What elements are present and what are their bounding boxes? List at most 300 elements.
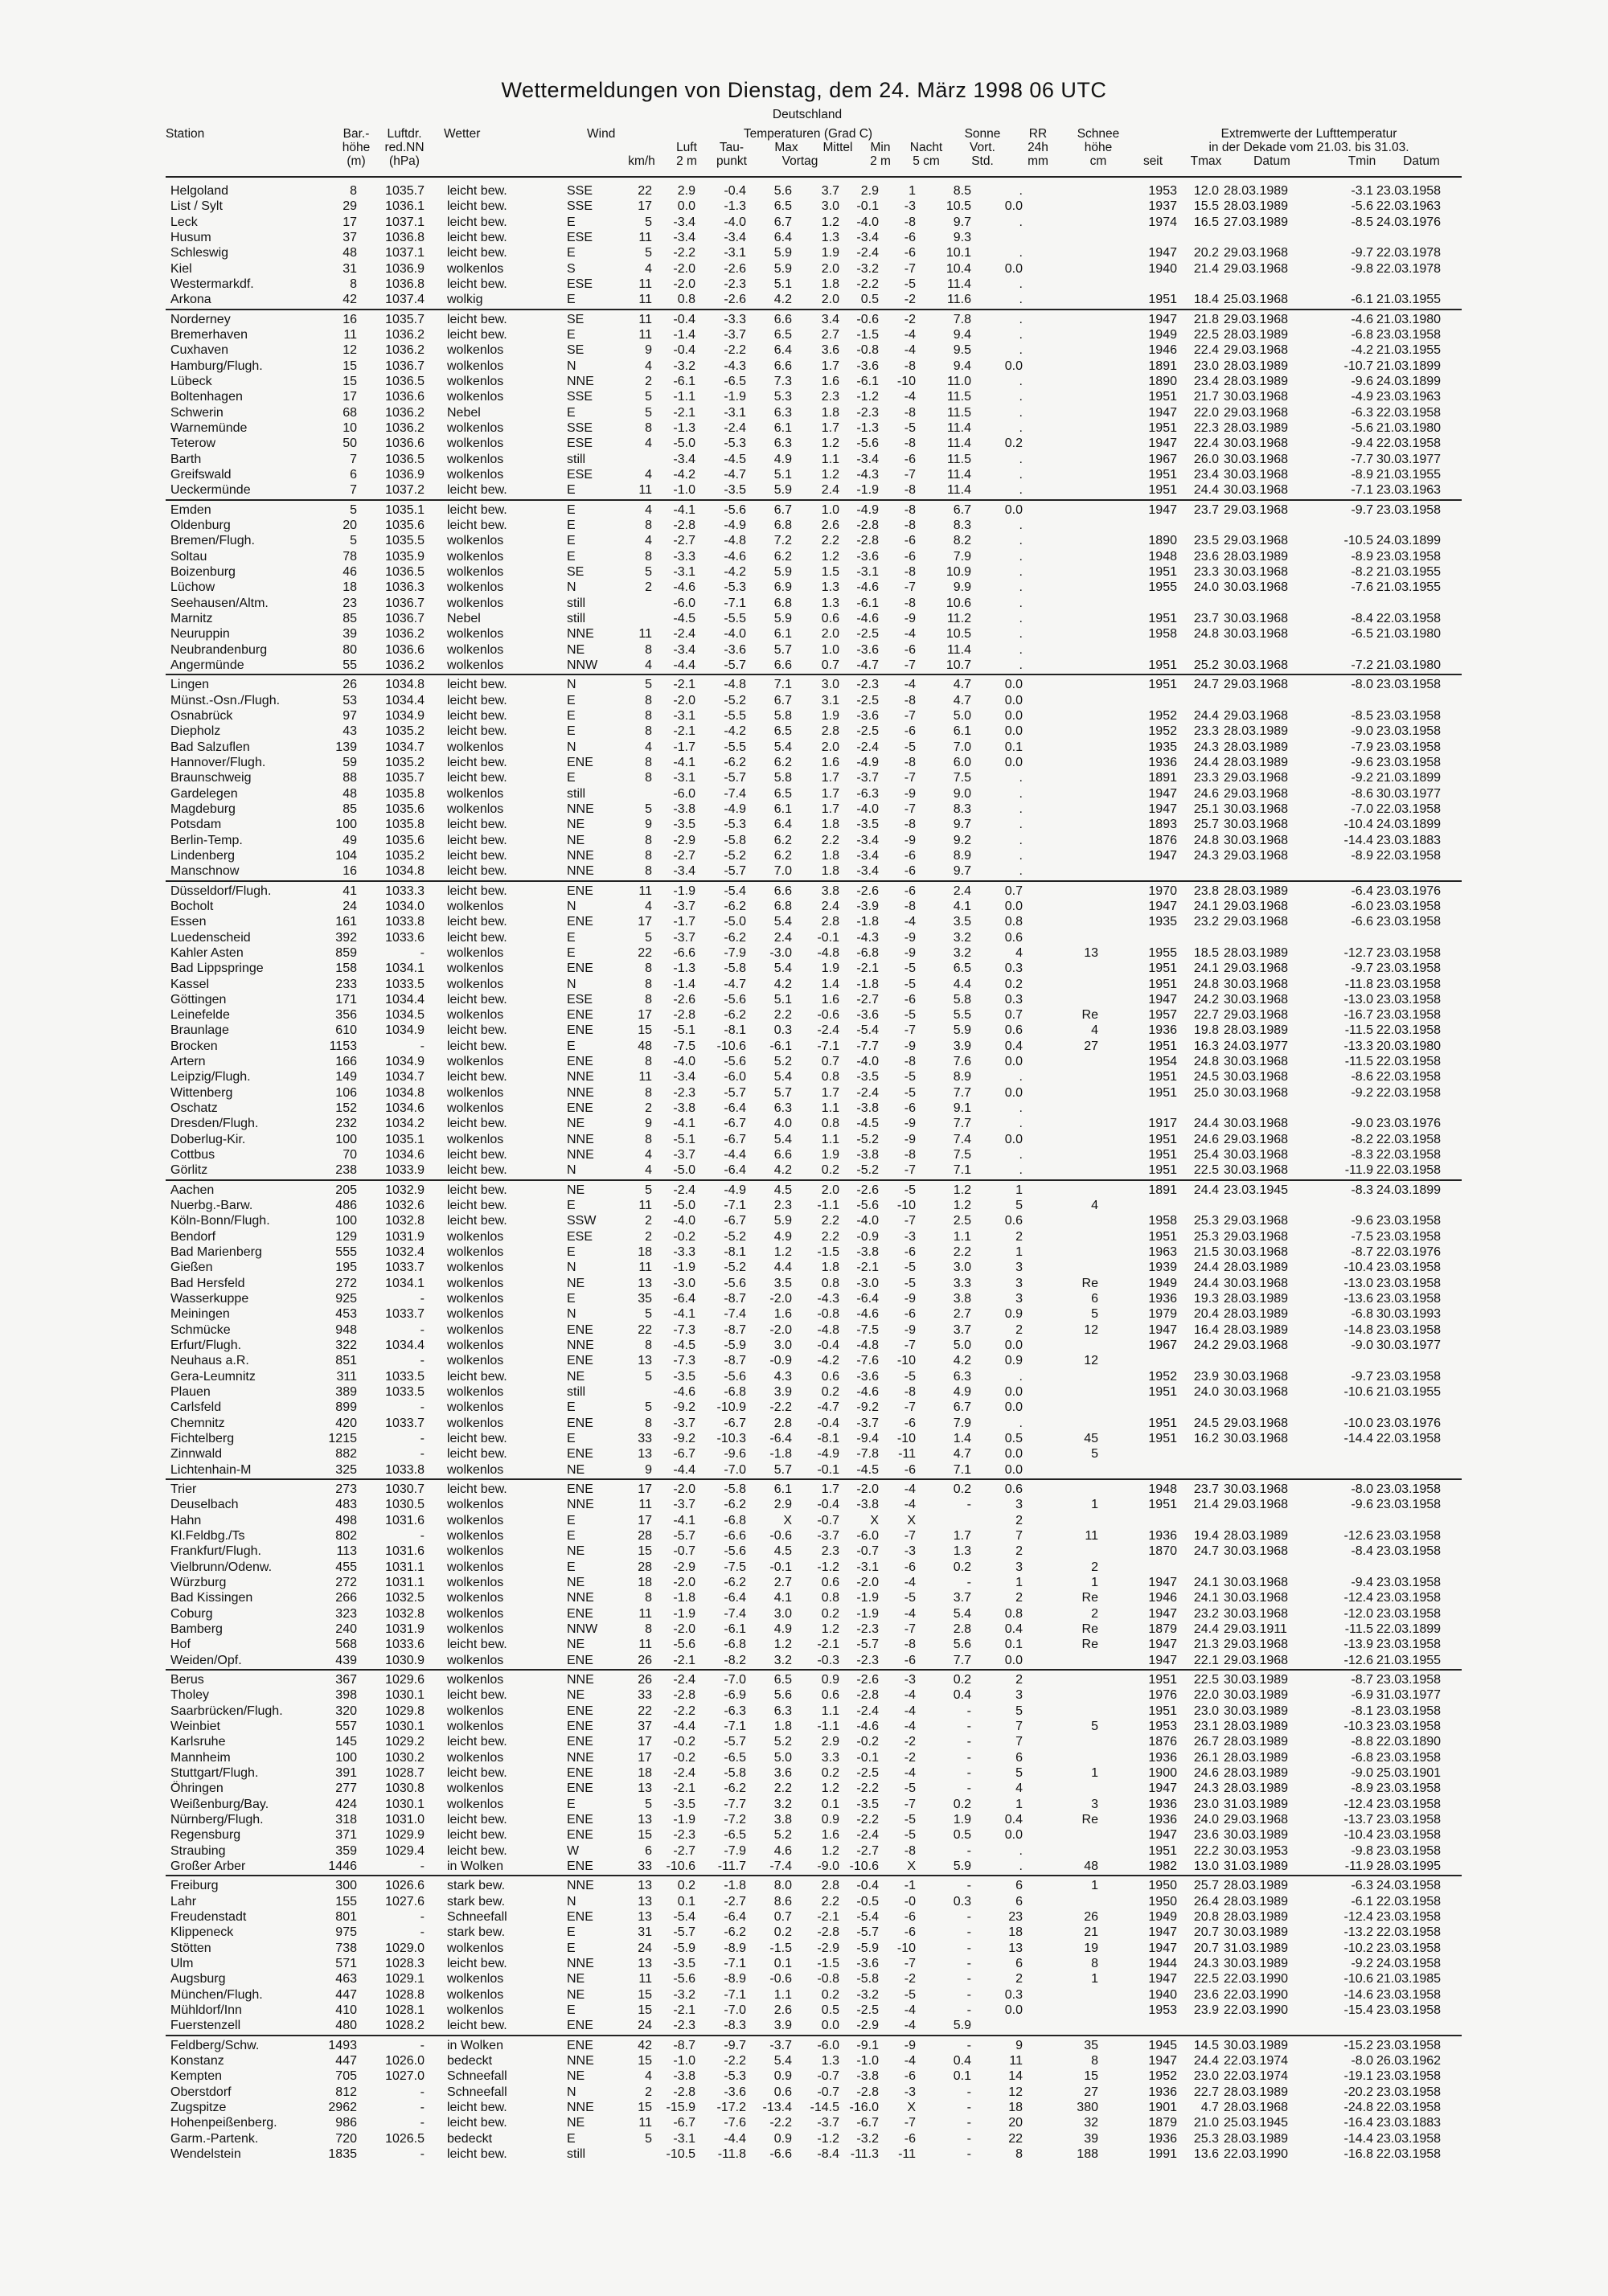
cell-sonne: 8.3 (953, 802, 971, 816)
cell-wind-speed: 11 (638, 230, 652, 244)
cell-luft: -9.2 (673, 1400, 695, 1415)
cell-tmax-datum: 30.03.1989 (1224, 1828, 1289, 1843)
cell-max: 0.9 (773, 2131, 792, 2146)
cell-druck: 1033.7 (385, 1261, 425, 1275)
cell-nacht: -7 (904, 1797, 916, 1811)
cell-min: -2.2 (856, 1781, 879, 1796)
cell-station: Dresden/Flugh. (170, 1117, 259, 1131)
header-schnee: Schnee (1077, 127, 1120, 141)
cell-sonne: 10.5 (946, 199, 971, 214)
cell-tmax: 23.6 (1193, 549, 1219, 564)
cell-nacht: X (907, 2100, 916, 2114)
cell-tmin: -8.6 (1351, 1070, 1373, 1084)
cell-hoehe: 311 (336, 1369, 357, 1384)
cell-luft: -1.0 (673, 483, 695, 498)
cell-seit: 1936 (1148, 1529, 1177, 1544)
cell-sonne: 3.0 (953, 1261, 971, 1275)
cell-tmin-datum: 21.03.1899 (1376, 771, 1442, 785)
cell-station: Seehausen/Altm. (170, 596, 269, 610)
cell-nacht: -8 (904, 437, 916, 451)
cell-tmin: -12.4 (1343, 1797, 1373, 1811)
cell-tmax: 23.2 (1193, 1606, 1219, 1621)
cell-min: -6.8 (856, 945, 879, 960)
cell-mittel: 2.8 (821, 915, 839, 929)
cell-rr: 1 (1015, 1245, 1023, 1260)
cell-min: -5.8 (856, 1972, 879, 1986)
cell-hoehe: 41 (343, 884, 357, 898)
cell-druck: 1036.6 (385, 642, 425, 657)
cell-wetter: leicht bew. (447, 2146, 507, 2161)
cell-mittel: -0.1 (817, 1462, 839, 1477)
cell-rr: 6 (1015, 1956, 1023, 1970)
cell-tau: -6.5 (724, 374, 746, 388)
cell-wind-dir: still (567, 596, 586, 610)
cell-seit: 1951 (1148, 1148, 1177, 1162)
cell-mittel: -1.5 (817, 1245, 839, 1260)
cell-hoehe: 398 (335, 1688, 357, 1703)
cell-max: -2.0 (769, 1292, 792, 1306)
cell-nacht: -8 (904, 564, 916, 579)
cell-tau: -6.8 (724, 1638, 746, 1652)
cell-sonne: 6.7 (953, 1400, 971, 1415)
cell-wetter: leicht bew. (447, 1117, 507, 1131)
cell-station: Öhringen (170, 1781, 224, 1796)
cell-nacht: -8 (904, 1843, 916, 1858)
cell-wind-speed: 8 (645, 1085, 652, 1100)
cell-luft: -4.1 (673, 502, 695, 517)
cell-sonne: 5.4 (953, 1606, 971, 1621)
cell-wind-dir: E (567, 1432, 576, 1446)
cell-wetter: wolkenlos (447, 1797, 504, 1811)
cell-wind-dir: SSE (567, 199, 593, 214)
cell-luft: -4.4 (673, 1462, 695, 1477)
cell-tau: -7.0 (724, 1673, 746, 1687)
cell-tmax: 24.8 (1193, 1055, 1219, 1069)
cell-wind-speed: 15 (638, 2053, 652, 2068)
cell-rr: 4 (1015, 1781, 1023, 1796)
cell-wind-speed: 11 (638, 277, 652, 291)
cell-tmax-datum: 30.03.1968 (1224, 1085, 1289, 1100)
cell-wetter: stark bew. (447, 1925, 506, 1940)
cell-wetter: wolkenlos (447, 580, 504, 595)
cell-max: 6.2 (773, 549, 792, 564)
cell-wetter: wolkenlos (447, 1354, 504, 1368)
cell-nacht: -8 (904, 518, 916, 532)
cell-wind-dir: NE (567, 1276, 585, 1290)
cell-wetter: Schneefall (447, 2085, 507, 2099)
cell-rr: 0.0 (1004, 2003, 1023, 2017)
cell-sonne: - (966, 1843, 971, 1858)
cell-wind-dir: ENE (567, 1653, 593, 1667)
cell-tmax: 23.5 (1193, 534, 1219, 548)
cell-tau: -8.2 (724, 1653, 746, 1667)
cell-luft: -3.7 (673, 1416, 695, 1430)
cell-mittel: -4.8 (817, 945, 839, 960)
cell-tmin: -9.8 (1351, 1843, 1373, 1858)
cell-station: Chemnitz (170, 1416, 225, 1430)
cell-wind-dir: still (567, 786, 586, 801)
cell-tau: -4.2 (724, 724, 746, 739)
cell-tau: -4.0 (724, 215, 746, 229)
cell-druck: 1030.1 (385, 1688, 425, 1703)
cell-max: 4.2 (773, 977, 792, 991)
cell-sonne: 3.2 (953, 930, 971, 945)
cell-mittel: -0.8 (817, 1972, 839, 1986)
cell-druck: 1032.5 (385, 1591, 425, 1605)
table-row (0, 992, 1608, 1007)
cell-tmax: 24.4 (1193, 1622, 1219, 1637)
cell-nacht: -3 (904, 1544, 916, 1559)
cell-tau: -5.5 (724, 708, 746, 723)
cell-tmin-datum: 21.03.1955 (1376, 1385, 1442, 1400)
cell-nacht: -7 (904, 1163, 916, 1178)
cell-rr: 2 (1015, 1591, 1023, 1605)
cell-tmin-datum: 22.03.1958 (1376, 1023, 1442, 1038)
cell-min: -2.3 (856, 678, 879, 692)
cell-wind-dir: E (567, 502, 576, 517)
cell-tmax: 20.4 (1193, 1307, 1219, 1322)
cell-station: Klippeneck (170, 1925, 234, 1940)
cell-tmin: -13.3 (1343, 1039, 1373, 1053)
cell-tmin-datum: 23.03.1958 (1376, 1544, 1442, 1559)
cell-max: 5.4 (773, 740, 792, 754)
cell-seit: 1947 (1148, 405, 1177, 420)
cell-wind-speed: 4 (645, 359, 652, 373)
cell-tmin-datum: 24.03.1976 (1376, 215, 1442, 229)
cell-tmin-datum: 23.03.1883 (1376, 833, 1442, 847)
cell-tmax: 24.1 (1193, 899, 1219, 913)
cell-sonne: 6.0 (953, 755, 971, 769)
cell-druck: 1036.6 (385, 390, 425, 404)
table-row (0, 724, 1608, 739)
cell-wetter: leicht bew. (447, 884, 507, 898)
cell-wetter: wolkenlos (447, 1560, 504, 1574)
cell-nacht: -6 (904, 1101, 916, 1116)
table-row (0, 359, 1608, 374)
cell-wind-speed: 4 (645, 658, 652, 672)
cell-wind-speed: 18 (638, 1576, 652, 1590)
cell-station: Hohenpeißenberg. (170, 2116, 277, 2130)
cell-druck: - (420, 1400, 425, 1415)
cell-sonne: 7.8 (953, 312, 971, 326)
cell-max: 6.6 (773, 1148, 792, 1162)
cell-mittel: 1.6 (821, 755, 839, 769)
cell-min: -6.7 (856, 2116, 879, 2130)
cell-druck: 1026.6 (385, 1879, 425, 1893)
cell-tmax: 21.7 (1193, 390, 1219, 404)
cell-sonne: 1.2 (953, 1199, 971, 1213)
cell-wind-speed: 17 (638, 1008, 652, 1023)
cell-luft: -3.4 (673, 642, 695, 657)
cell-druck: 1034.2 (385, 1117, 425, 1131)
cell-wetter: wolkig (447, 293, 483, 307)
cell-luft: -3.4 (673, 230, 695, 244)
cell-wind-dir: ENE (567, 884, 593, 898)
cell-rr: 5 (1015, 1704, 1023, 1718)
cell-hoehe: 53 (343, 693, 357, 707)
cell-tmin: -9.6 (1351, 755, 1373, 769)
cell-sonne: 0.1 (953, 2069, 971, 2084)
cell-druck: 1027.6 (385, 1894, 425, 1909)
cell-nacht: -7 (904, 580, 916, 595)
cell-tau: -6.8 (724, 1385, 746, 1400)
cell-seit: 1951 (1148, 678, 1177, 692)
cell-wetter: wolkenlos (447, 642, 504, 657)
cell-station: Vielbrunn/Odenw. (170, 1560, 273, 1574)
cell-luft: -3.3 (673, 549, 695, 564)
cell-tmin-datum: 23.03.1958 (1376, 1529, 1442, 1544)
cell-hoehe: 557 (335, 1720, 357, 1733)
cell-min: -0.7 (856, 1544, 879, 1559)
cell-sonne: 9.7 (953, 818, 971, 832)
table-row (0, 1039, 1608, 1054)
cell-tmax-datum: 30.03.1953 (1224, 1843, 1289, 1858)
cell-min: -3.8 (856, 1101, 879, 1116)
cell-druck: 1036.3 (385, 580, 425, 595)
cell-tmax: 24.6 (1193, 786, 1219, 801)
cell-tmax: 24.4 (1193, 1261, 1219, 1275)
cell-wetter: leicht bew. (447, 930, 507, 945)
cell-tmax-datum: 29.03.1968 (1224, 786, 1289, 801)
cell-mittel: -0.7 (817, 1513, 839, 1527)
header-luft: Luft (676, 141, 697, 154)
cell-tmax: 15.5 (1193, 199, 1219, 214)
header-sonne-sub: Vort. (970, 141, 995, 154)
cell-tau: -7.9 (724, 945, 746, 960)
cell-tmin-datum: 21.03.1985 (1376, 1972, 1442, 1986)
cell-station: Marnitz (170, 611, 213, 625)
cell-wetter: wolkenlos (447, 1591, 504, 1605)
cell-wind-speed: 4 (645, 437, 652, 451)
cell-hoehe: 23 (343, 596, 357, 610)
cell-nacht: -7 (904, 1622, 916, 1637)
cell-nacht: -9 (904, 945, 916, 960)
cell-tmax-datum: 23.03.1945 (1224, 1183, 1289, 1197)
cell-wind-speed: 11 (638, 627, 652, 642)
cell-schnee: 1 (1091, 1766, 1098, 1780)
cell-nacht: -5 (904, 277, 916, 291)
cell-tmax: 22.5 (1193, 1972, 1219, 1986)
cell-max: 0.1 (773, 1956, 792, 1970)
cell-max: 0.3 (773, 1023, 792, 1038)
cell-min: -5.4 (856, 1023, 879, 1038)
cell-seit: 1947 (1148, 1972, 1177, 1986)
cell-max: 2.4 (773, 930, 792, 945)
cell-nacht: -2 (904, 1735, 916, 1749)
cell-sonne: 10.6 (946, 596, 971, 610)
cell-rr: . (1019, 627, 1023, 642)
cell-wetter: wolkenlos (447, 1101, 504, 1116)
cell-hoehe: 205 (335, 1183, 357, 1197)
cell-luft: -4.5 (673, 611, 695, 625)
cell-tau: -5.4 (724, 884, 746, 898)
cell-wetter: wolkenlos (447, 1085, 504, 1100)
cell-station: Oldenburg (170, 518, 231, 532)
cell-wind-speed: 5 (645, 1183, 652, 1197)
cell-nacht: -6 (904, 848, 916, 863)
cell-tmin: -12.6 (1343, 1653, 1373, 1667)
cell-min: -3.2 (856, 261, 879, 276)
header-min: Min (870, 141, 891, 154)
cell-druck: 1036.7 (385, 596, 425, 610)
cell-mittel: 2.8 (821, 724, 839, 739)
cell-nacht: -2 (904, 1750, 916, 1765)
cell-nacht: -10 (896, 374, 916, 388)
cell-hoehe: 371 (335, 1828, 357, 1843)
header-tmax: Tmax (1190, 154, 1222, 168)
cell-luft: 0.1 (677, 1894, 695, 1909)
cell-druck: 1035.1 (385, 1132, 425, 1146)
cell-tmax-datum: 30.03.1968 (1224, 1369, 1289, 1384)
cell-station: Bad Hersfeld (170, 1276, 245, 1290)
cell-druck: 1034.6 (385, 1148, 425, 1162)
table-row (0, 389, 1608, 404)
cell-tmin: -9.6 (1351, 374, 1373, 388)
cell-max: 5.9 (773, 483, 792, 498)
cell-nacht: -7 (904, 1529, 916, 1544)
cell-luft: -1.3 (673, 420, 695, 435)
table-row (0, 1956, 1608, 1971)
cell-tau: -6.0 (724, 1070, 746, 1084)
cell-mittel: 2.0 (821, 293, 839, 307)
cell-nacht: -4 (904, 1704, 916, 1718)
cell-min: -3.6 (856, 708, 879, 723)
cell-tmin-datum: 23.03.1976 (1376, 1117, 1442, 1131)
cell-luft: -1.1 (673, 390, 695, 404)
cell-seit: 1951 (1148, 420, 1177, 435)
cell-druck: 1033.3 (385, 884, 425, 898)
cell-luft: -2.4 (673, 1766, 695, 1780)
cell-druck: - (420, 1447, 425, 1462)
cell-seit: 1947 (1148, 312, 1177, 326)
cell-sonne: - (966, 1879, 971, 1893)
table-row (0, 1306, 1608, 1322)
cell-druck: 1035.2 (385, 755, 425, 769)
cell-min: -3.1 (856, 564, 879, 579)
cell-tmin: -6.8 (1351, 327, 1373, 342)
cell-luft: -3.8 (673, 802, 695, 816)
cell-rr: . (1019, 596, 1023, 610)
table-row (0, 1054, 1608, 1069)
cell-min: -0.1 (856, 199, 879, 214)
table-row (0, 1369, 1608, 1384)
cell-tmax-datum: 28.03.1989 (1224, 1750, 1289, 1765)
cell-min: -2.5 (856, 2003, 879, 2017)
cell-wind-speed: 9 (645, 1462, 652, 1477)
cell-tmax-datum: 30.03.1968 (1224, 1432, 1289, 1446)
cell-seit: 1946 (1148, 343, 1177, 358)
cell-hoehe: 11 (343, 327, 357, 342)
cell-nacht: -8 (904, 215, 916, 229)
cell-tmax: 24.8 (1193, 977, 1219, 991)
cell-wetter: leicht bew. (447, 1812, 507, 1827)
cell-tmin-datum: 23.03.1958 (1376, 1828, 1442, 1843)
cell-tau: -5.8 (724, 961, 746, 976)
cell-nacht: -5 (904, 1828, 916, 1843)
cell-min: -0.6 (856, 312, 879, 326)
cell-wind-speed: 13 (638, 1894, 652, 1909)
cell-station: Weiden/Opf. (170, 1653, 242, 1667)
cell-min: -6.1 (856, 596, 879, 610)
cell-station: Bocholt (170, 899, 214, 913)
cell-druck: 1035.9 (385, 549, 425, 564)
cell-rr: 0.6 (1004, 1214, 1023, 1228)
cell-tau: -6.2 (724, 1925, 746, 1940)
cell-seit: 1940 (1148, 1987, 1177, 2002)
cell-tmax: 22.5 (1193, 1673, 1219, 1687)
cell-tau: -8.1 (724, 1023, 746, 1038)
cell-nacht: -6 (904, 1307, 916, 1322)
cell-tau: -5.7 (724, 771, 746, 785)
cell-wind-speed: 11 (638, 1606, 652, 1621)
cell-druck: 1030.8 (385, 1781, 425, 1796)
cell-wetter: leicht bew. (447, 1843, 507, 1858)
cell-sonne: 9.4 (953, 359, 971, 373)
cell-seit: 1951 (1148, 293, 1177, 307)
cell-max: 1.2 (773, 1638, 792, 1652)
cell-tmin-datum: 22.03.1958 (1376, 1925, 1442, 1940)
cell-min: -2.0 (856, 1482, 879, 1497)
cell-tmin-datum: 22.03.1963 (1376, 199, 1442, 214)
table-row (0, 420, 1608, 436)
cell-tmax-datum: 30.03.1968 (1224, 1591, 1289, 1605)
cell-tmin-datum: 22.03.1958 (1376, 1894, 1442, 1909)
cell-mittel: 1.7 (821, 420, 839, 435)
cell-mittel: -0.7 (817, 2069, 839, 2084)
cell-rr: 0.8 (1004, 915, 1023, 929)
cell-tmin: -16.8 (1343, 2146, 1373, 2161)
cell-tmax: 24.7 (1193, 678, 1219, 692)
cell-hoehe: 85 (343, 802, 357, 816)
cell-seit: 1947 (1148, 1941, 1177, 1955)
cell-station: Münst.-Osn./Flugh. (170, 693, 281, 707)
cell-tmax-datum: 28.03.1989 (1224, 359, 1289, 373)
cell-min: -3.8 (856, 1148, 879, 1162)
cell-tmin-datum: 23.03.1958 (1376, 899, 1442, 913)
cell-tmin-datum: 22.03.1958 (1376, 2146, 1442, 2161)
header-deutschland: Deutschland (772, 108, 843, 121)
cell-hoehe: 367 (335, 1673, 357, 1687)
cell-tmin-datum: 26.03.1962 (1376, 2053, 1442, 2068)
cell-druck: 1031.9 (385, 1622, 425, 1637)
cell-seit: 1946 (1148, 1591, 1177, 1605)
cell-hoehe: 100 (335, 1750, 357, 1765)
cell-hoehe: 139 (335, 740, 357, 754)
cell-wind-dir: N (567, 1163, 576, 1178)
table-row (0, 740, 1608, 755)
cell-mittel: 2.3 (821, 390, 839, 404)
header-vortag: Vortag (781, 154, 818, 168)
cell-wind-speed: 17 (638, 915, 652, 929)
cell-tmin: -11.5 (1344, 1023, 1373, 1038)
cell-schnee: 48 (1084, 1859, 1098, 1873)
cell-station: Gardelegen (170, 786, 238, 801)
cell-wind-speed: 13 (638, 1812, 652, 1827)
table-row (0, 626, 1608, 642)
cell-druck: 1033.5 (385, 1369, 425, 1384)
cell-rr: . (1019, 327, 1023, 342)
cell-hoehe: 158 (335, 961, 357, 976)
cell-min: -5.2 (856, 1163, 879, 1178)
cell-wetter: wolkenlos (447, 1750, 504, 1765)
cell-max: 6.8 (773, 518, 792, 532)
cell-tmax-datum: 29.03.1968 (1224, 1416, 1289, 1430)
cell-tmax-datum: 22.03.1990 (1224, 2146, 1289, 2161)
cell-luft: -2.7 (673, 848, 695, 863)
cell-tmin-datum: 23.03.1963 (1376, 483, 1442, 498)
cell-hoehe: 106 (335, 1085, 357, 1100)
table-row (0, 708, 1608, 724)
